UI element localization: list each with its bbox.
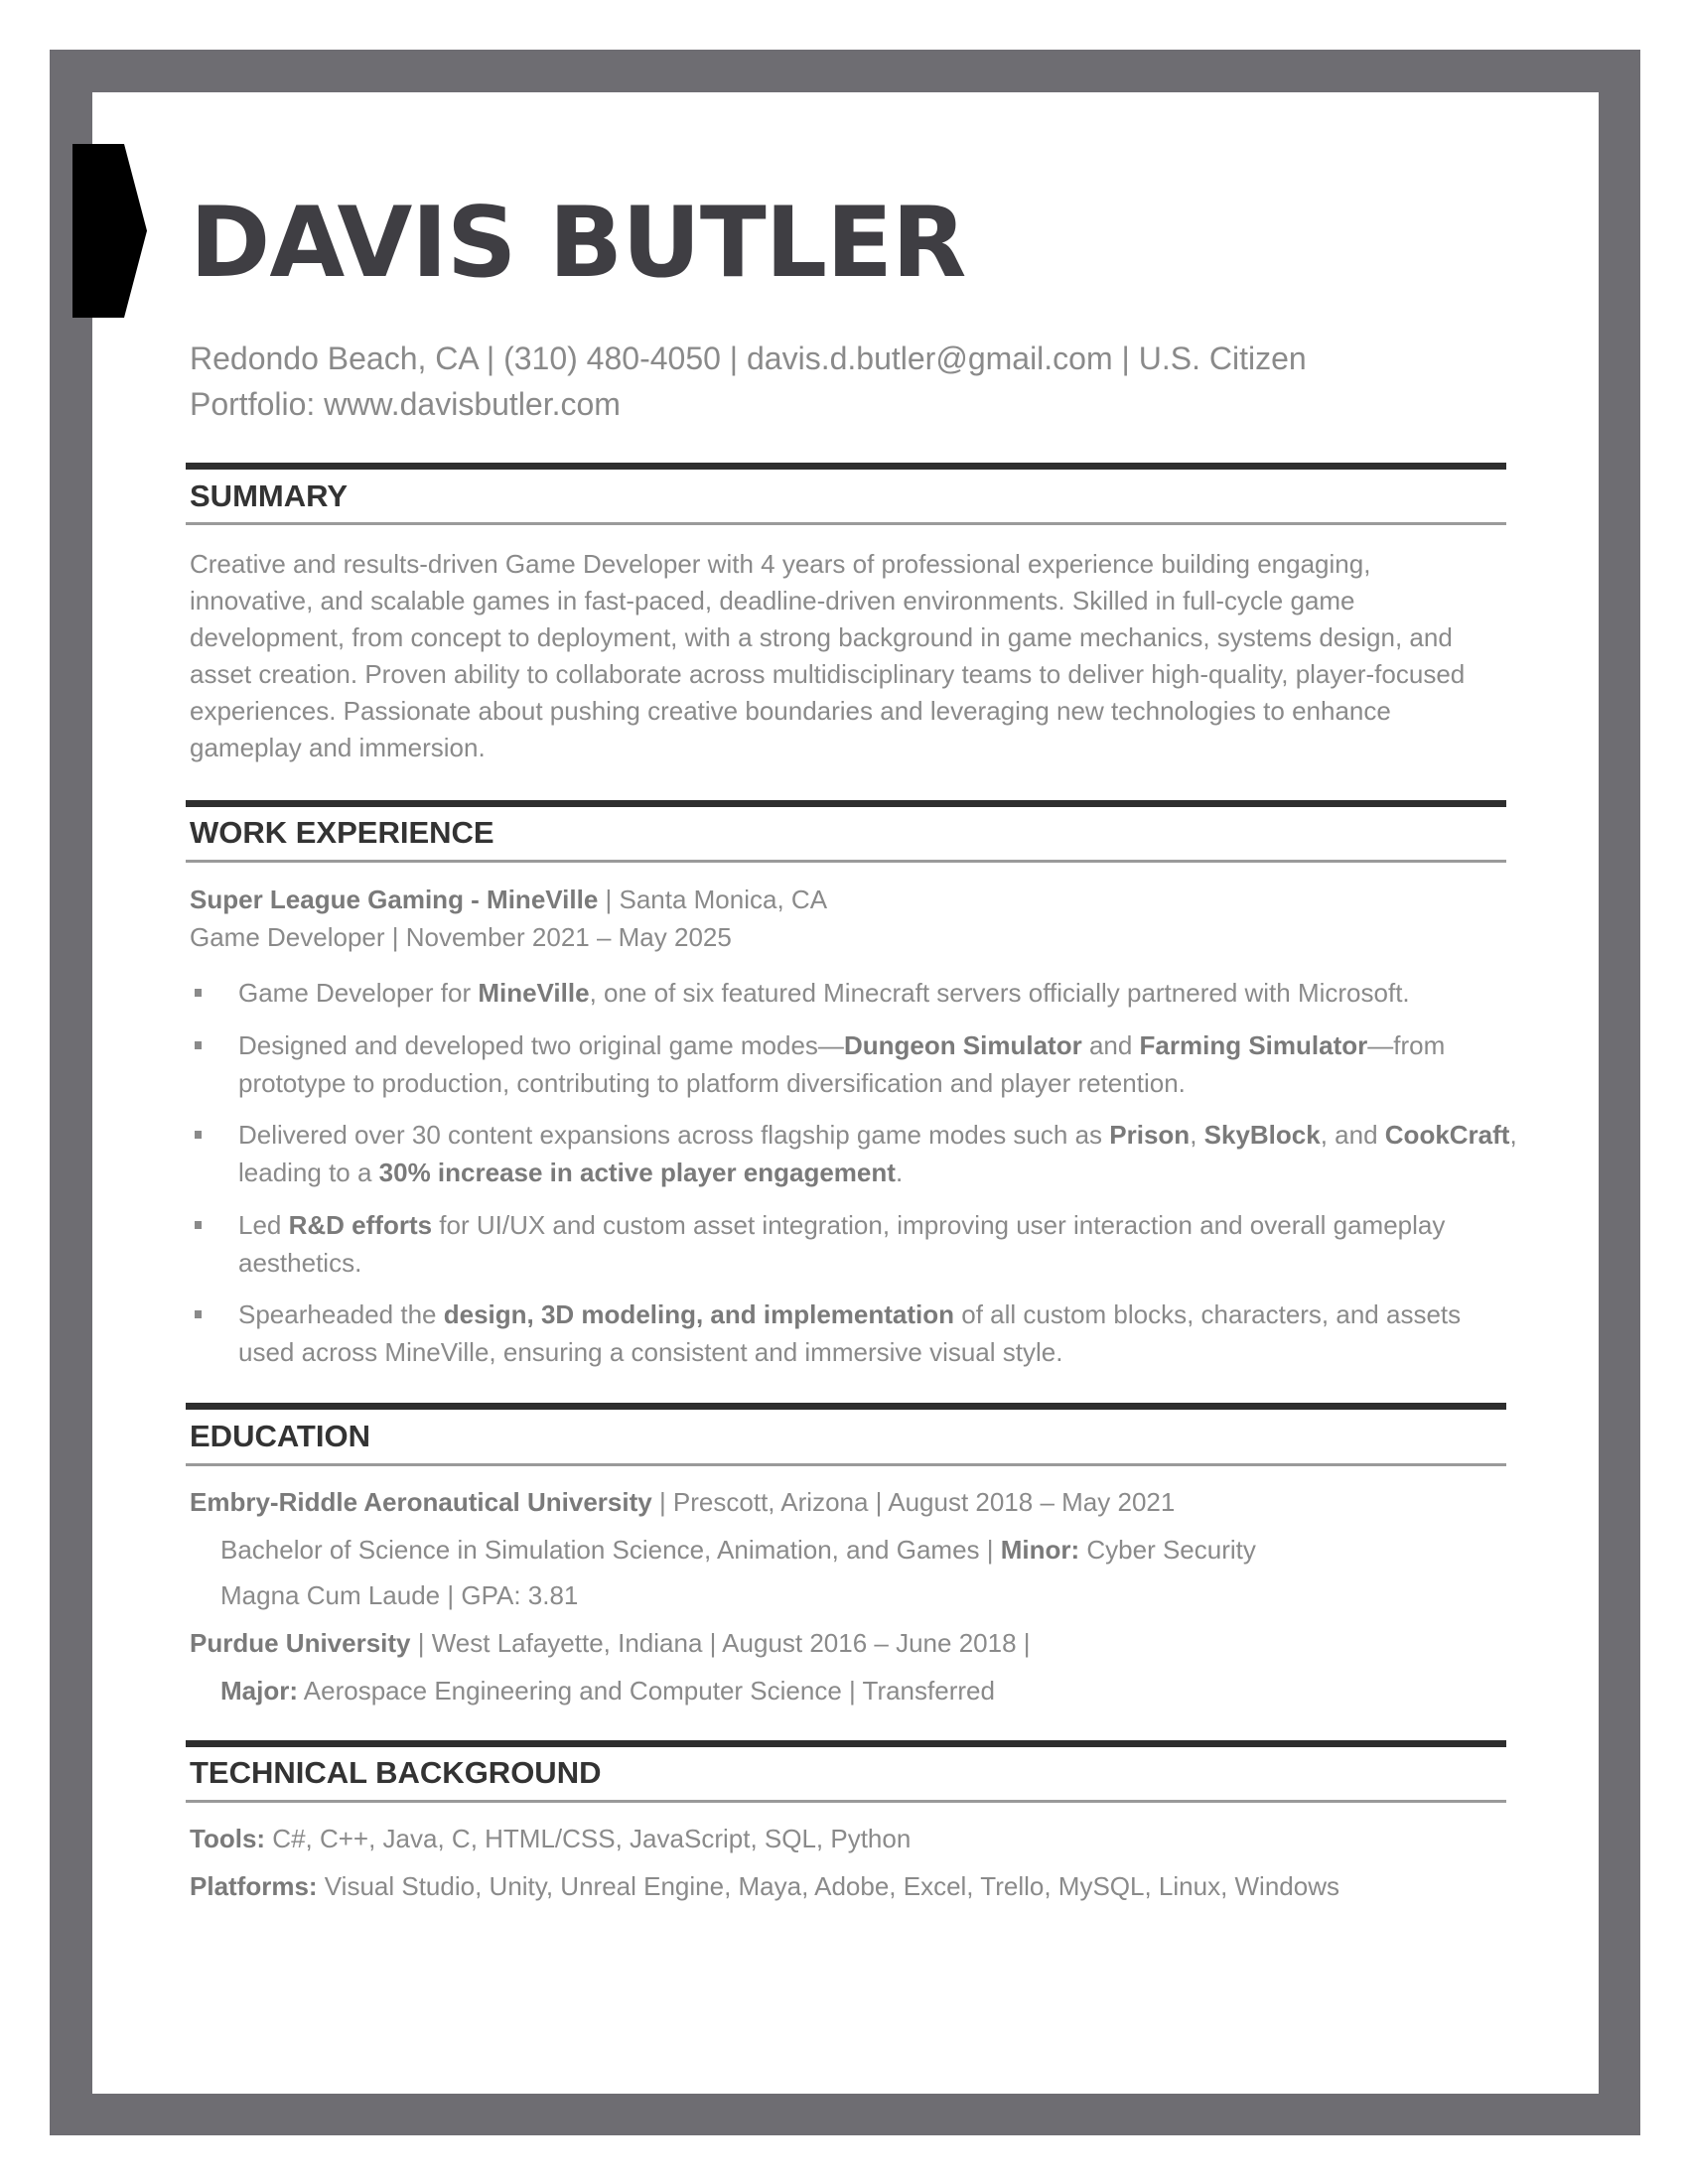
bold-text: Prison [1109, 1120, 1191, 1150]
text-segment: Bachelor of Science in Simulation Science, Animation, and Games | [220, 1535, 1001, 1565]
text-segment: Led [238, 1210, 289, 1240]
technical-heading: TECHNICAL BACKGROUND [190, 1755, 602, 1790]
tools-line [190, 1822, 911, 1855]
education-degree-1 [220, 1533, 1256, 1567]
education-school-2 [190, 1626, 1031, 1660]
role-line [190, 920, 732, 954]
experience-bullet [238, 1026, 1519, 1102]
text-segment: —from prototype to production, contributing to platform diversification and player retention. [238, 1030, 1446, 1098]
square-bullet-icon [195, 1131, 202, 1139]
text-segment: . [895, 1158, 904, 1187]
work-experience-heading: WORK EXPERIENCE [190, 815, 494, 850]
section-rule [186, 1403, 1506, 1410]
bold-text: Major: [220, 1676, 298, 1706]
experience-bullet [238, 1116, 1519, 1191]
text-segment: Game Developer for [238, 978, 479, 1008]
experience-bullet [238, 974, 1519, 1012]
bold-text: Dungeon Simulator [843, 1030, 1082, 1060]
bold-text: MineVille [478, 978, 590, 1008]
company-line [190, 883, 827, 916]
education-heading: EDUCATION [190, 1419, 370, 1453]
bold-text: 30% increase in active player engagement [378, 1158, 896, 1187]
text-segment: , one of six featured Minecraft servers officially partnered with Microsoft. [589, 978, 1410, 1008]
section-rule [186, 800, 1506, 807]
square-bullet-icon [195, 1041, 202, 1049]
text-segment: | Santa Monica, CA [598, 885, 828, 914]
bold-text: Super League Gaming - MineVille [190, 885, 599, 914]
bold-text: R&D efforts [288, 1210, 433, 1240]
text-segment: Cyber Security [1079, 1535, 1256, 1565]
education-major-2 [220, 1674, 995, 1707]
square-bullet-icon [195, 1221, 202, 1229]
text-segment: of all custom blocks, characters, and assets used across MineVille, ensuring a consistent and immersive visual style. [238, 1299, 1462, 1367]
text-segment: Delivered over 30 content expansions across flagship game modes such as [238, 1120, 1110, 1150]
bold-text: Platforms: [190, 1871, 318, 1901]
candidate-name: DAVIS BUTLER [190, 187, 966, 300]
text-segment: , [1190, 1120, 1204, 1150]
experience-bullet [238, 1206, 1519, 1282]
text-segment: C#, C++, Java, C, HTML/CSS, JavaScript, SQL, Python [265, 1824, 912, 1853]
text-segment: Visual Studio, Unity, Unreal Engine, Maya, Adobe, Excel, Trello, MySQL, Linux, Windows [317, 1871, 1339, 1901]
summary-heading: SUMMARY [190, 478, 349, 513]
bold-text: Embry-Riddle Aeronautical University [190, 1487, 652, 1517]
square-bullet-icon [195, 1310, 202, 1318]
text-segment: Aerospace Engineering and Computer Science | Transferred [298, 1676, 995, 1706]
text-segment: Magna Cum Laude | GPA: 3.81 [220, 1580, 579, 1610]
text-segment: | West Lafayette, Indiana | August 2016 – June 2018 | [410, 1628, 1031, 1658]
education-school-1 [190, 1485, 1175, 1519]
section-underline [186, 1800, 1506, 1803]
summary-text: Creative and results-driven Game Developer with 4 years of professional experience building engaging, innovative, and scalable games in fast-paced, deadline-driven environments. Skilled in full-cycle game development, from concept to deployment, with a strong background in game mechanics, systems design, and asset creation. Proven ability to collaborate across multidisciplinary teams to deliver high-quality, player-focused experiences. Passionate about pushing creative boundaries and leveraging new technologies to enhance gameplay and immersion. [190, 549, 1466, 762]
bold-text: Minor: [1000, 1535, 1080, 1565]
text-segment: Spearheaded the [238, 1299, 444, 1329]
section-rule [186, 463, 1506, 470]
bold-text: Purdue University [190, 1628, 411, 1658]
square-bullet-icon [195, 989, 202, 997]
section-underline [186, 522, 1506, 525]
bold-text: Tools: [190, 1824, 266, 1853]
section-rule [186, 1740, 1506, 1747]
section-underline [186, 1463, 1506, 1466]
bold-text: design, 3D modeling, and implementation [443, 1299, 955, 1329]
text-segment: and [1081, 1030, 1140, 1060]
text-segment: | Prescott, Arizona | August 2018 – May 2021 [651, 1487, 1176, 1517]
text-segment: for UI/UX and custom asset integration, improving user interaction and overall gameplay aesthetics. [238, 1210, 1446, 1278]
contact-line: Redondo Beach, CA | (310) 480-4050 | davis.d.butler@gmail.com | U.S. Citizen [190, 341, 1307, 376]
text-segment: , leading to a [238, 1120, 1517, 1187]
text-segment: , and [1320, 1120, 1385, 1150]
bold-text: Farming Simulator [1139, 1030, 1368, 1060]
bold-text: CookCraft [1384, 1120, 1510, 1150]
text-segment: Game Developer | November 2021 – May 2025 [190, 922, 732, 952]
portfolio-line: Portfolio: www.davisbutler.com [190, 386, 621, 422]
section-underline [186, 860, 1506, 863]
education-honors-1 [220, 1578, 578, 1612]
platforms-line [190, 1869, 1339, 1903]
experience-bullet [238, 1296, 1519, 1371]
text-segment: Designed and developed two original game modes— [238, 1030, 844, 1060]
bold-text: SkyBlock [1203, 1120, 1321, 1150]
